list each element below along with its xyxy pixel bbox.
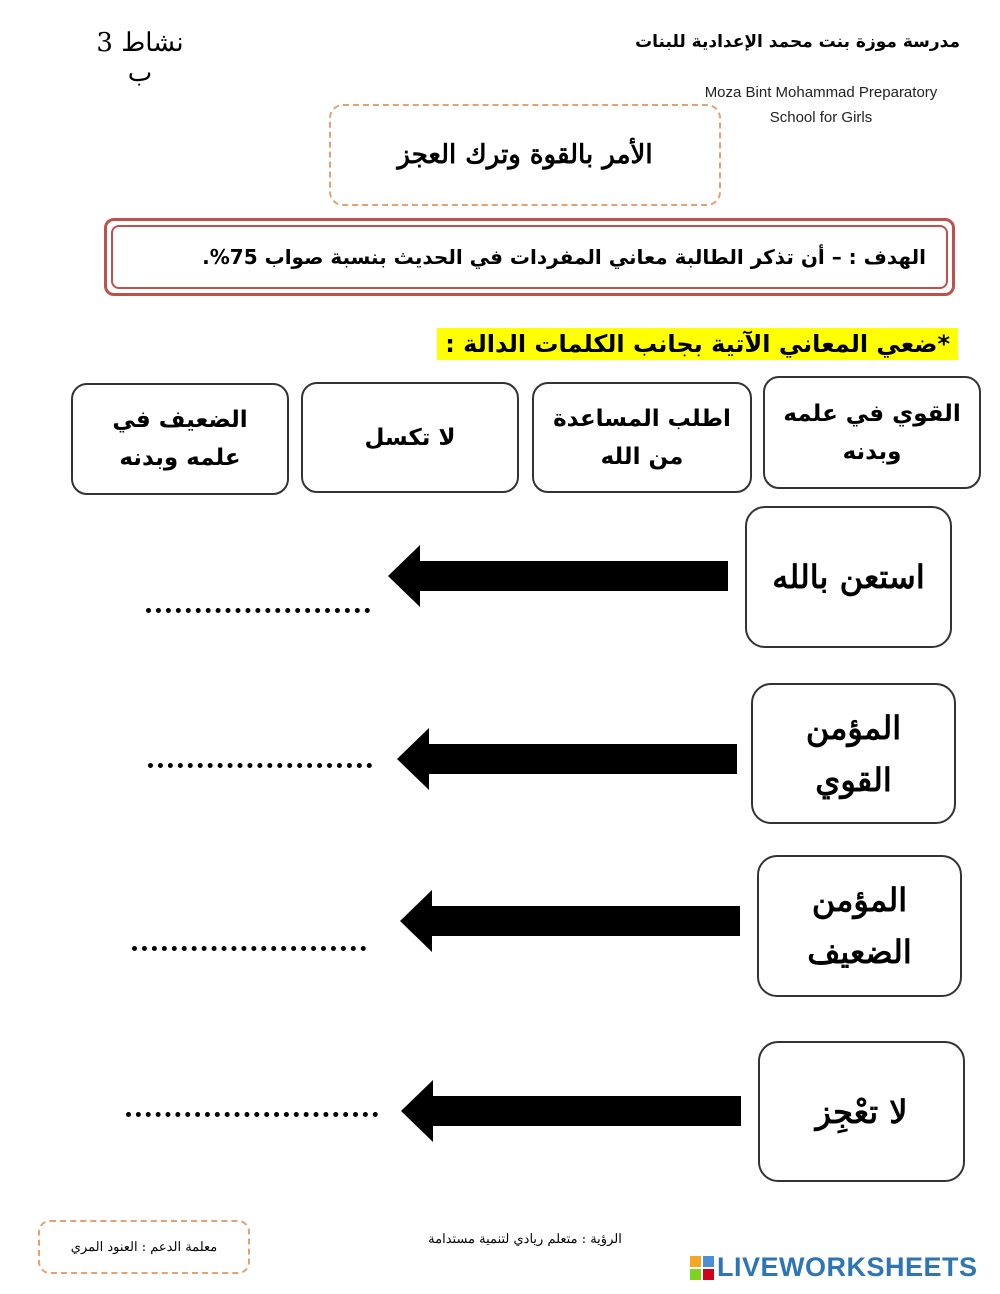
word-bank-text: القوي في علمه [783,400,961,427]
arrow-left-icon [388,545,728,607]
term-box-do-not-give-up [758,1041,965,1182]
term-text: القوي [815,760,892,799]
word-bank-text: الضعيف في [112,407,248,433]
word-bank-item-weak[interactable] [71,383,289,495]
term-box-seek-help [745,506,952,648]
answer-blank-1[interactable] [146,598,370,613]
school-name-en-line1: Moza Bint Mohammad Preparatory [704,84,938,101]
activity-label [90,28,190,88]
lesson-title-box [329,104,721,206]
term-text: استعن بالله [772,558,925,596]
liveworksheets-logo-icon [690,1256,714,1280]
arrow-left-icon [397,728,737,790]
answer-blank-4[interactable] [126,1102,378,1117]
word-bank-text: لا تكسل [364,424,456,451]
activity-letter: ب [127,58,153,88]
brand-name: LIVEWORKSHEETS [717,1252,978,1282]
word-bank-text: علمه وبدنه [119,445,241,471]
word-bank-item-strong[interactable] [763,376,981,489]
term-text: لا تعْجِز [815,1092,908,1131]
term-box-weak-believer [757,855,962,997]
word-bank-item-ask-help[interactable] [532,382,752,493]
school-name-ar: مدرسة موزة بنت محمد الإعدادية للبنات [635,32,960,52]
lesson-title: الأمر بالقوة وترك العجز [397,140,653,170]
word-bank-text: من الله [600,443,684,470]
arrow-left-icon [401,1080,741,1142]
instruction: *ضعي المعاني الآتية بجانب الكلمات الدالة : [437,328,958,360]
arrow-left-icon [400,890,740,952]
term-box-strong-believer [751,683,956,824]
answer-blank-3[interactable] [132,936,366,951]
school-name-en-line2: School for Girls [769,109,873,126]
liveworksheets-brand[interactable] [690,1252,978,1283]
term-text: الضعيف [807,933,912,971]
vision-statement: الرؤية : متعلم ريادي لتنمية مستدامة [428,1232,622,1247]
goal-box [111,225,948,289]
term-text: المؤمن [805,708,902,747]
teacher-name: معلمة الدعم : العنود المري [70,1239,218,1255]
word-bank-text: وبدنه [842,438,902,465]
answer-blank-2[interactable] [148,753,372,768]
word-bank-text: اطلب المساعدة [553,405,731,432]
teacher-box [38,1220,250,1274]
activity-number: نشاط 3 [96,28,184,58]
word-bank-item-no-laziness[interactable] [301,382,519,493]
school-name-en [686,80,956,130]
term-text: المؤمن [811,881,908,919]
goal-text: الهدف : – أن تذكر الطالبة معاني المفردات في الحديث بنسبة صواب 75%. [202,245,926,269]
